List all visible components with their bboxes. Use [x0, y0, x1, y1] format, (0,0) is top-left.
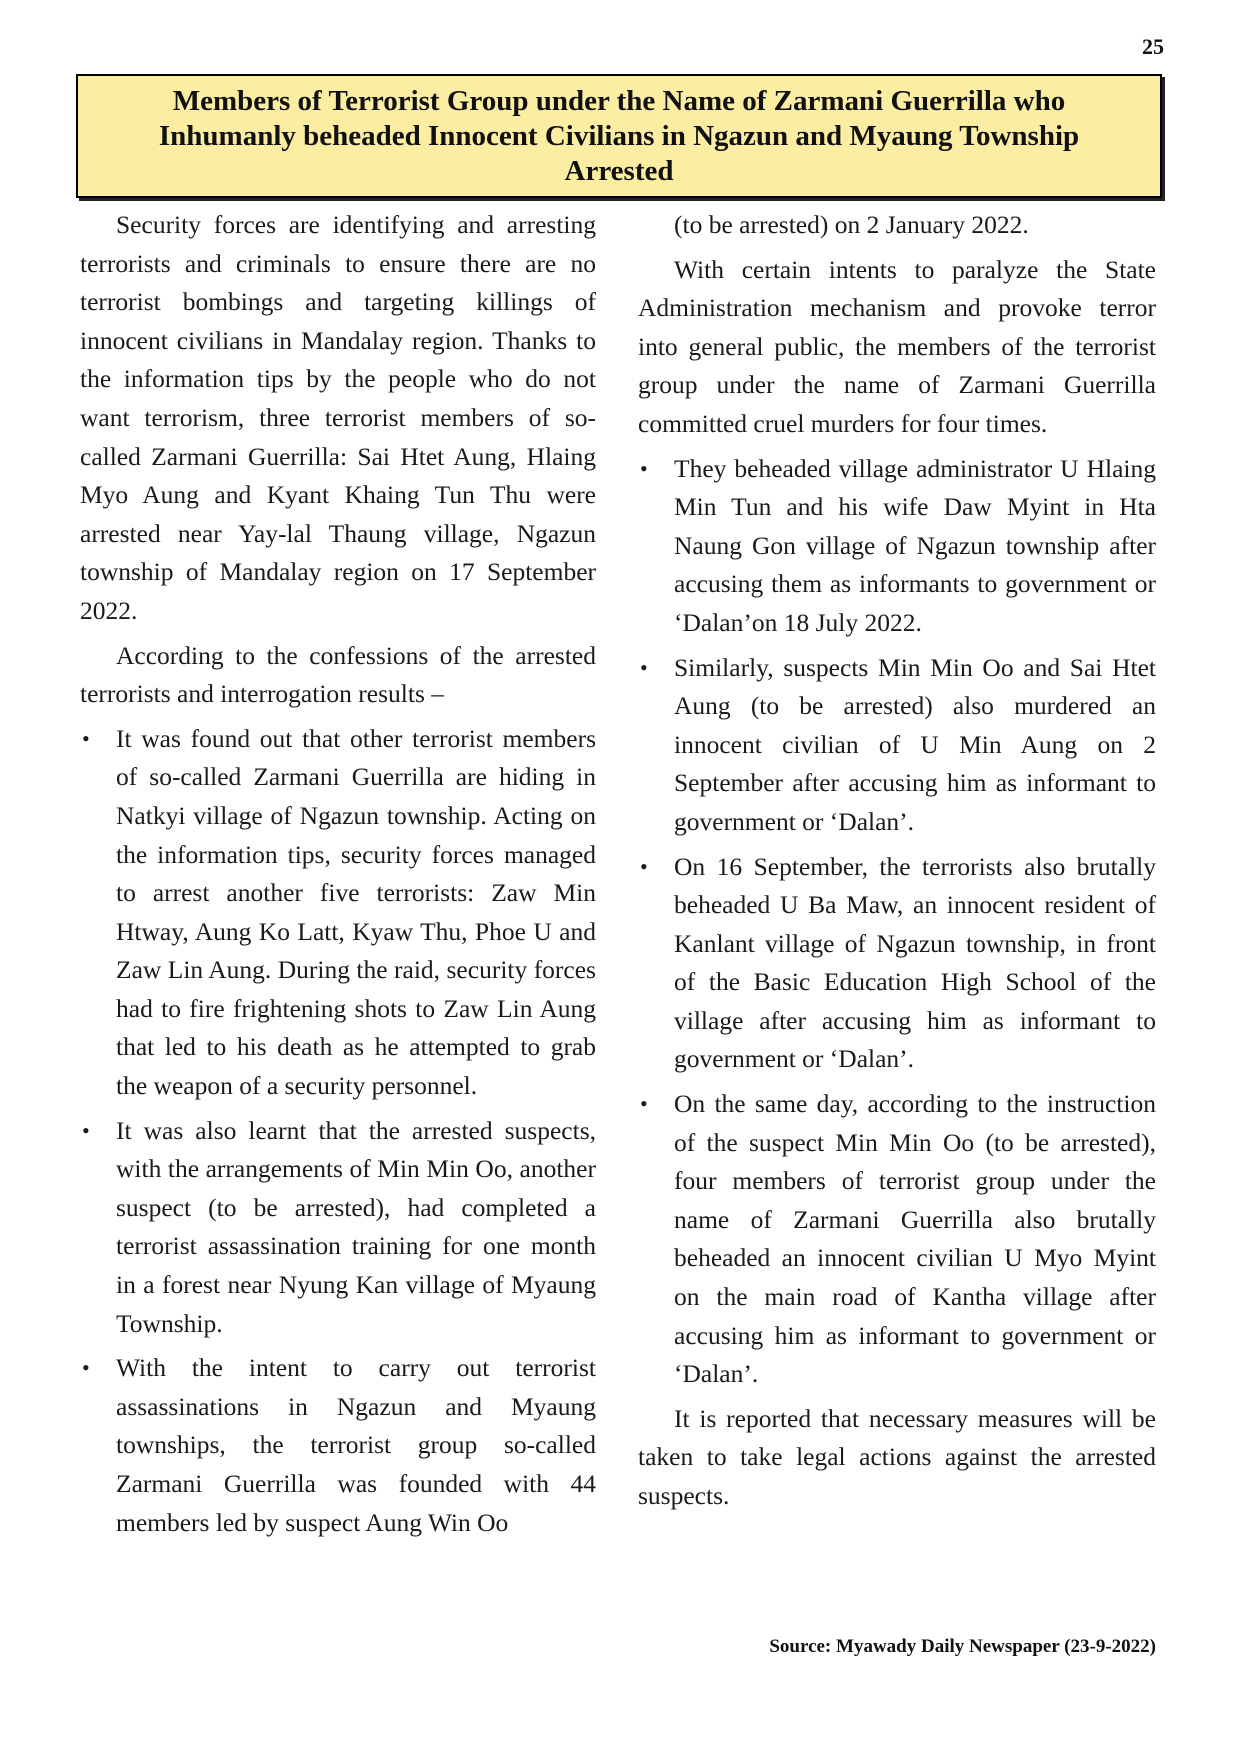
- list-item: [80, 1112, 596, 1344]
- right-column: [638, 206, 1156, 1522]
- closing-paragraph: It is reported that necessary measures will be taken to take legal actions against the arrested suspects.: [638, 1403, 1156, 1510]
- list-item: [638, 649, 1156, 842]
- list-item-text: It was also learnt that the arrested suspects, with the arrangements of Min Min Oo, another suspect (to be arrested), had completed a terrorist assassination training for one month in a forest near Nyung Kan village of Myaung Township.: [116, 1115, 596, 1338]
- intro-paragraph: Security forces are identifying and arresting terrorists and criminals to ensure there are no terrorist bombings and targeting killings of innocent civilians in Mandalay region. Thanks to the information tips by the people who do not want terrorism, three terrorist members of so-called Zarmani Guerrilla: Sai Htet Aung, Hlaing Myo Aung and Kyant Khaing Tun Thu were arrested near Yay-lal Thaung village, Ngazun township of Mandalay region on 17 September 2022.: [80, 210, 596, 625]
- list-item-text: On 16 September, the terrorists also brutally beheaded U Ba Maw, an innocent resident of Kanlant village of Ngazun township, in front of the Basic Education High School of the village after accusing him as informant to government or ‘Dalan’.: [674, 851, 1156, 1074]
- bullet-icon: •: [640, 1091, 648, 1117]
- list-item-text: Similarly, suspects Min Min Oo and Sai Htet Aung (to be arrested) also murdered an innocent civilian of U Min Aung on 2 September after accusing him as informant to government or ‘Dalan’.: [674, 652, 1156, 836]
- bullet-icon: •: [640, 853, 648, 879]
- left-column: [80, 206, 596, 1548]
- list-item: [638, 1085, 1156, 1394]
- list-item: [80, 1349, 596, 1542]
- headline-box: [76, 74, 1162, 198]
- list-item-text: With the intent to carry out terrorist assassinations in Ngazun and Myaung townships, the terrorist group so-called Zarmani Guerrilla was founded with 44 members led by suspect Aung Win Oo: [116, 1353, 596, 1537]
- left-bullet-list: [80, 720, 596, 1542]
- bullet-icon: •: [82, 725, 90, 751]
- list-item: [80, 720, 596, 1106]
- source-credit: Source: Myawady Daily Newspaper (23-9-2022): [769, 1636, 1156, 1657]
- right-bullet-list: [638, 450, 1156, 1394]
- list-item: [638, 848, 1156, 1080]
- confessions-paragraph: According to the confessions of the arrested terrorists and interrogation results –: [80, 640, 596, 709]
- intent-paragraph: With certain intents to paralyze the State Administration mechanism and provoke terror into general public, the members of the terrorist group under the name of Zarmani Guerrilla committed cruel murders for four times.: [638, 254, 1156, 438]
- list-item: [638, 450, 1156, 643]
- bullet-icon: •: [640, 455, 648, 481]
- list-item-text: It was found out that other terrorist members of so-called Zarmani Guerrilla are hiding in Natkyi village of Ngazun township. Acting on the information tips, security forces managed to arrest another five terrorists: Zaw Min Htway, Aung Ko Latt, Kyaw Thu, Phoe U and Zaw Lin Aung. During the raid, security forces had to fire frightening shots to Zaw Lin Aung that led to his death as he attempted to grab the weapon of a security personnel.: [116, 723, 596, 1101]
- continuation-text: (to be arrested) on 2 January 2022.: [674, 210, 1029, 239]
- bullet-icon: •: [82, 1355, 90, 1381]
- page-number: 25: [1142, 34, 1164, 59]
- list-item-text: On the same day, according to the instruction of the suspect Min Min Oo (to be arrested), four members of terrorist group under the name of Zarmani Guerrilla also brutally beheaded an innocent civilian U Myo Myint on the main road of Kantha village after accusing him as informant to government or ‘Dalan’.: [674, 1089, 1156, 1389]
- bullet-icon: •: [640, 654, 648, 680]
- list-item-text: They beheaded village administrator U Hlaing Min Tun and his wife Daw Myint in Hta Naung Gon village of Ngazun township after accusing them as informants to government or ‘Dalan’on 18 July 2022.: [674, 453, 1156, 637]
- headline: Members of Terrorist Group under the Name of Zarmani Guerrilla who Inhumanly beheaded Innocent Civilians in Ngazun and Myaung Township Arrested: [158, 84, 1080, 187]
- bullet-icon: •: [82, 1117, 90, 1143]
